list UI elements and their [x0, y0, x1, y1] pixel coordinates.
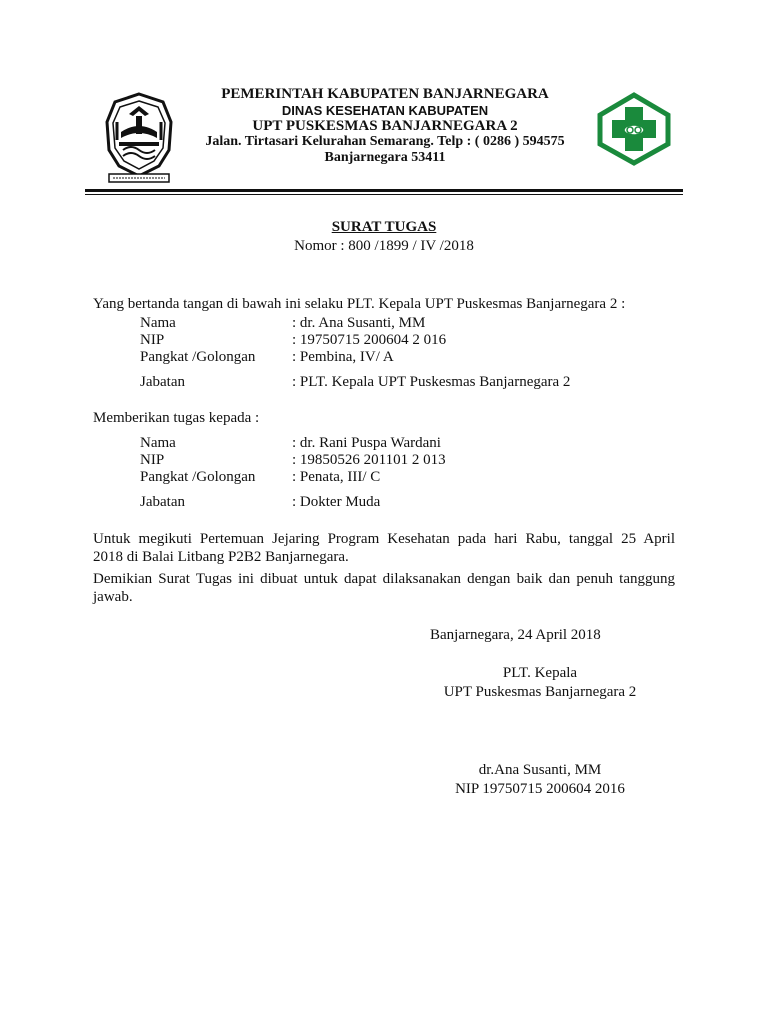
- signature-title-1: PLT. Kepala: [502, 665, 578, 681]
- signer-nip-value: : 19750715 200604 2 016: [292, 332, 447, 348]
- header-city-postcode: Banjarnegara 53411: [324, 150, 446, 165]
- signer-pangkat-label: Pangkat /Golongan: [140, 349, 256, 365]
- signer-nama-value: : dr. Ana Susanti, MM: [292, 315, 426, 331]
- place-date: Banjarnegara, 24 April 2018: [430, 627, 601, 643]
- signer-jabatan-value: : PLT. Kepala UPT Puskesmas Banjarnegara 2: [292, 374, 571, 390]
- letter-number: Nomor : 800 /1899 / IV /2018: [294, 238, 474, 254]
- assignee-jabatan-value: : Dokter Muda: [292, 494, 381, 510]
- body-paragraph-2-line-2: jawab.: [93, 589, 133, 605]
- header-address: Jalan. Tirtasari Kelurahan Semarang. Telp : ( 0286 ) 594575: [205, 134, 565, 149]
- assignee-jabatan-label: Jabatan: [140, 494, 185, 510]
- signer-jabatan-label: Jabatan: [140, 374, 185, 390]
- signature-nip: NIP 19750715 200604 2016: [455, 781, 625, 797]
- signer-nama-label: Nama: [140, 315, 176, 331]
- header-divider-thick: [85, 189, 683, 192]
- body-paragraph-1-line-2: 2018 di Balai Litbang P2B2 Banjarnegara.: [93, 549, 349, 565]
- body-paragraph-1-line-1: Untuk megikuti Pertemuan Jejaring Program Kesehatan pada hari Rabu, tanggal 25 April: [93, 531, 675, 547]
- assignee-pangkat-label: Pangkat /Golongan: [140, 469, 256, 485]
- signer-pangkat-value: : Pembina, IV/ A: [292, 349, 394, 365]
- signature-name: dr.Ana Susanti, MM: [478, 762, 602, 778]
- body-paragraph-2-line-1: Demikian Surat Tugas ini dibuat untuk dapat dilaksanakan dengan baik dan penuh tanggung: [93, 571, 675, 587]
- intro-text: Yang bertanda tangan di bawah ini selaku PLT. Kepala UPT Puskesmas Banjarnegara 2 :: [93, 296, 626, 312]
- header-agency-name: DINAS KESEHATAN KABUPATEN: [281, 103, 489, 118]
- assign-intro-text: Memberikan tugas kepada :: [93, 410, 260, 426]
- signer-nip-label: NIP: [140, 332, 165, 348]
- header-divider-thin: [85, 194, 683, 195]
- header-government-name: PEMERINTAH KABUPATEN BANJARNEGARA: [221, 86, 549, 102]
- banjarnegara-regency-crest-icon: [103, 92, 175, 184]
- assignee-nip-value: : 19850526 201101 2 013: [292, 452, 446, 468]
- puskesmas-cross-icon: [596, 92, 672, 166]
- letter-title: SURAT TUGAS: [331, 219, 437, 235]
- assignee-nama-label: Nama: [140, 435, 176, 451]
- header-unit-name: UPT PUSKESMAS BANJARNEGARA 2: [252, 118, 518, 134]
- assignee-nip-label: NIP: [140, 452, 165, 468]
- signature-title-2: UPT Puskesmas Banjarnegara 2: [443, 684, 637, 700]
- assignee-pangkat-value: : Penata, III/ C: [292, 469, 381, 485]
- assignee-nama-value: : dr. Rani Puspa Wardani: [292, 435, 441, 451]
